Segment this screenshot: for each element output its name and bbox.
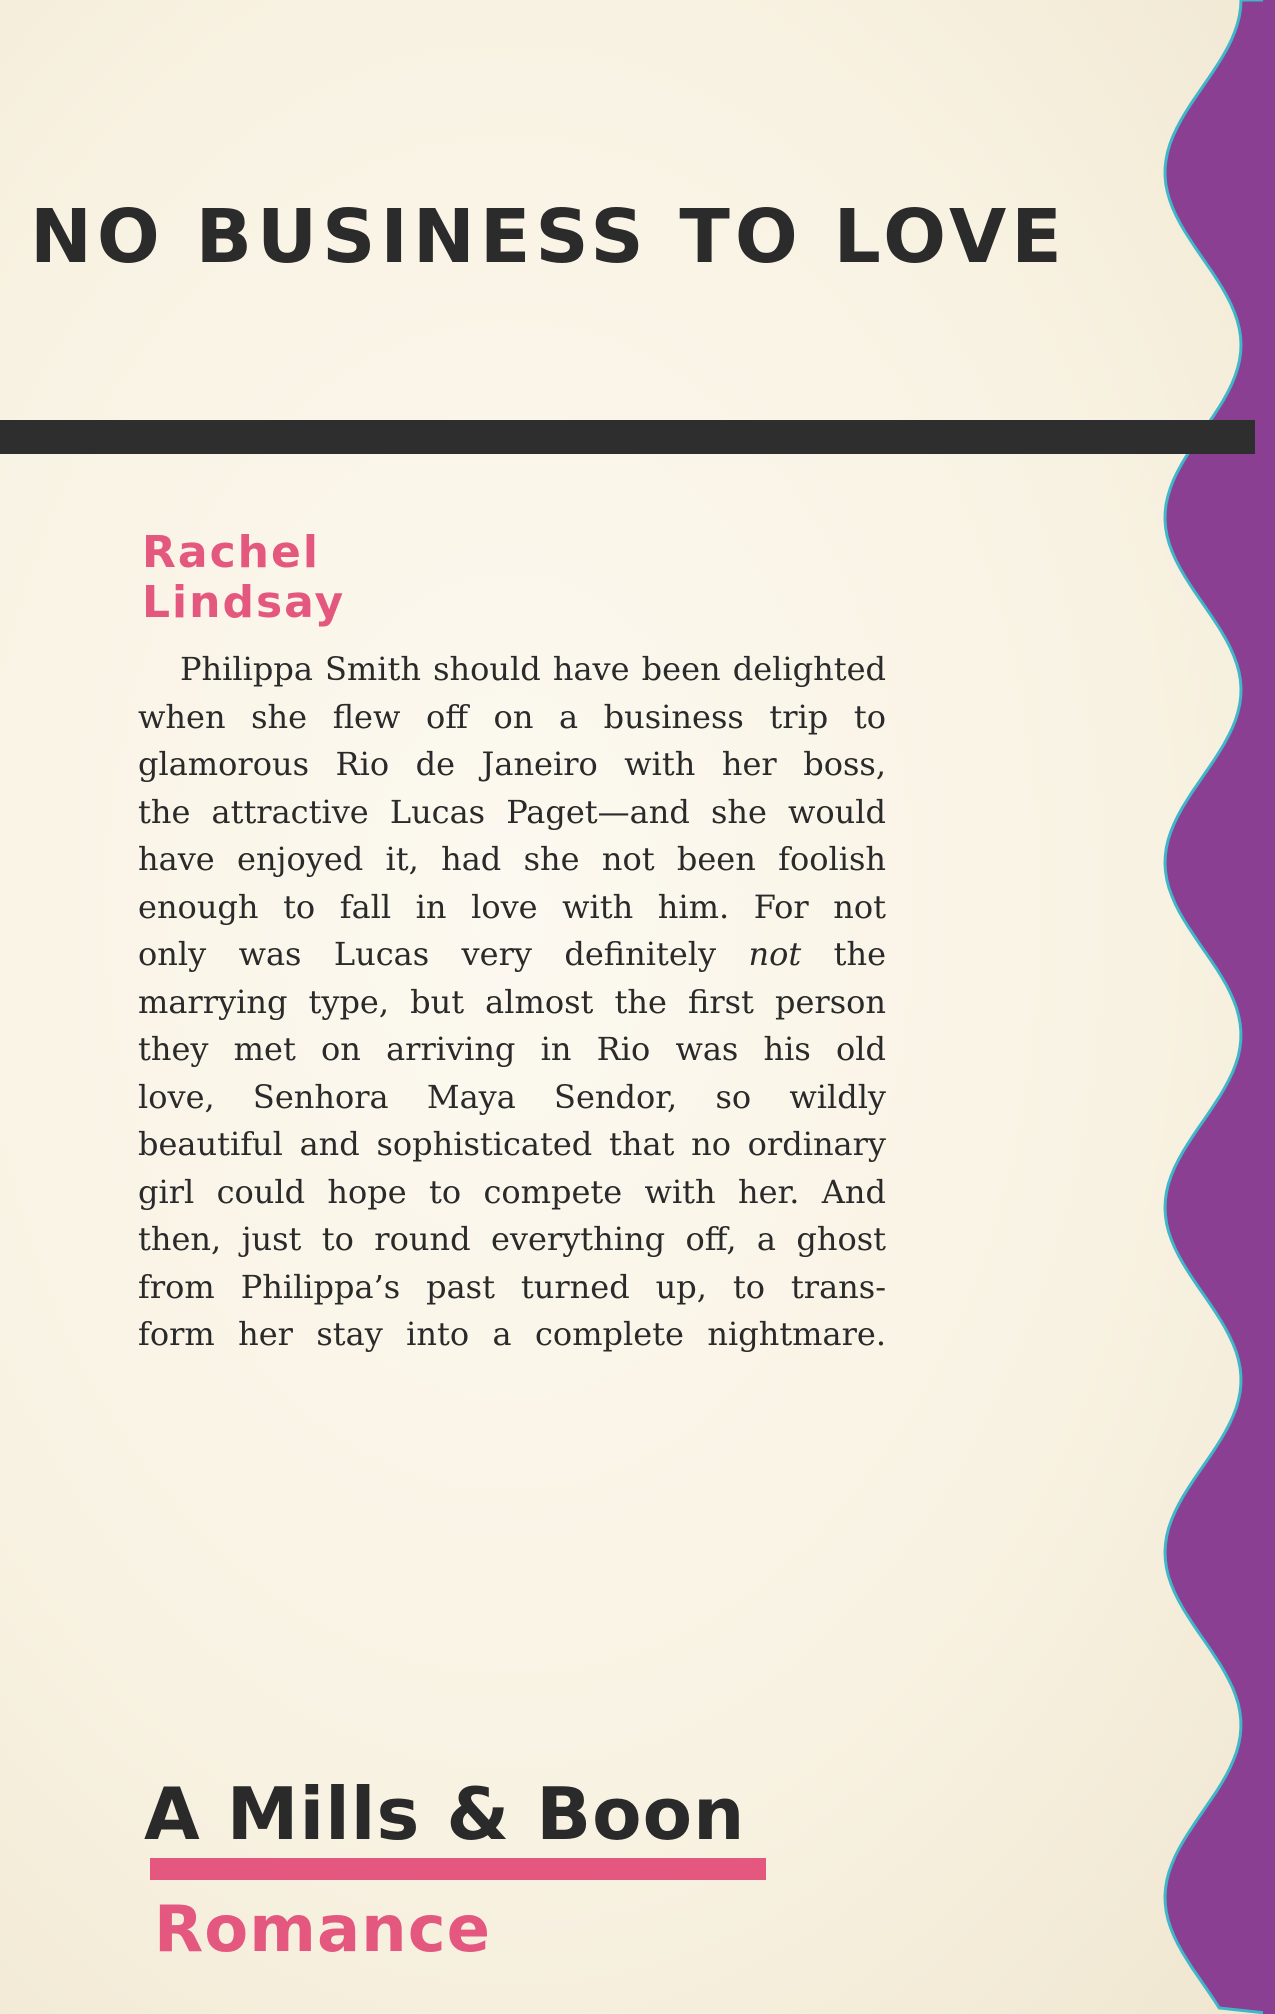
blurb-line: beautiful and sophisticated that no ordinary xyxy=(138,1125,886,1163)
author-name xyxy=(142,528,345,628)
blurb-line: from Philippa’s past turned up, to trans- xyxy=(138,1267,886,1306)
blurb-line: then, just to round everything off, a ghost xyxy=(138,1220,886,1258)
imprint-name: Romance xyxy=(154,1893,492,1967)
book-title: NO BUSINESS TO LOVE xyxy=(30,194,1067,280)
blurb-line: marrying type, but almost the first person xyxy=(138,982,886,1021)
blurb-line: when she flew off on a business trip to xyxy=(138,697,886,736)
blurb-text xyxy=(138,646,886,1359)
blurb-line: glamorous Rio de Janeiro with her boss, xyxy=(138,745,886,783)
blurb-line: enough to fall in love with him. For not xyxy=(138,887,886,926)
blurb-fragment: the xyxy=(801,935,887,973)
blurb-line: Philippa Smith should have been delighted xyxy=(180,650,886,688)
publisher-name: A Mills & Boon xyxy=(144,1772,746,1856)
spine-wave-border xyxy=(1145,0,1275,2014)
blurb-line: the attractive Lucas Paget—and she would xyxy=(138,792,886,831)
blurb-fragment: only was Lucas very definitely xyxy=(138,935,749,973)
publisher-underline xyxy=(150,1858,766,1880)
blurb-line: love, Senhora Maya Sendor, so wildly xyxy=(138,1077,886,1116)
author-first-name: Rachel xyxy=(142,527,320,578)
blurb-line: they met on arriving in Rio was his old xyxy=(138,1030,886,1068)
author-last-name: Lindsay xyxy=(142,577,346,628)
title-divider-bar xyxy=(0,420,1255,454)
blurb-line: girl could hope to compete with her. And xyxy=(138,1172,886,1211)
blurb-line: form her stay into a complete nightmare. xyxy=(138,1315,886,1353)
blurb-line: have enjoyed it, had she not been foolish xyxy=(138,840,886,878)
blurb-line-with-emphasis xyxy=(138,931,886,979)
blurb-emphasis: not xyxy=(748,935,802,973)
